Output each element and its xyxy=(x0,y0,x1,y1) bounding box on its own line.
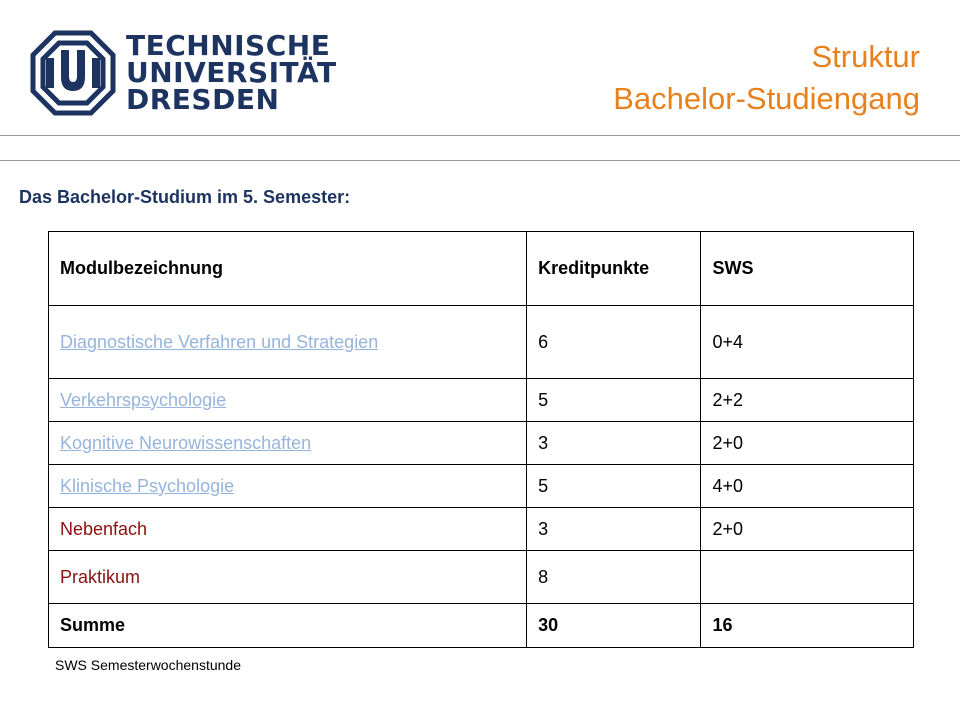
sum-label-cell: Summe xyxy=(49,604,527,648)
logo-line-2: UNIVERSITÄT xyxy=(126,56,337,89)
credits-cell: 8 xyxy=(527,551,701,604)
credits-cell: 6 xyxy=(527,306,701,379)
sws-cell: 0+4 xyxy=(701,306,914,379)
module-table xyxy=(48,231,914,648)
section-subtitle: Das Bachelor-Studium im 5. Semester: xyxy=(19,187,351,207)
module-link-diagnostische-verfahren[interactable]: Diagnostische Verfahren und Strategien xyxy=(60,331,379,352)
tu-dresden-logo xyxy=(30,29,337,120)
credits-cell: 5 xyxy=(527,465,701,508)
module-cell xyxy=(49,306,527,379)
header-credits: Kreditpunkte xyxy=(527,232,701,306)
logo-line-1: TECHNISCHE xyxy=(126,29,331,62)
table-sum-row xyxy=(49,604,914,648)
module-cell xyxy=(49,551,527,604)
module-cell xyxy=(49,465,527,508)
module-link-klinische-psychologie[interactable]: Klinische Psychologie xyxy=(60,475,235,496)
module-link-kognitive-neurowissenschaften[interactable]: Kognitive Neurowissenschaften xyxy=(60,432,312,453)
table-header-row xyxy=(49,232,914,306)
table-row xyxy=(49,306,914,379)
table-row xyxy=(49,551,914,604)
sws-cell: 2+0 xyxy=(701,508,914,551)
table-row xyxy=(49,508,914,551)
sum-sws-cell: 16 xyxy=(701,604,914,648)
sws-cell: 2+2 xyxy=(701,379,914,422)
credits-cell: 5 xyxy=(527,379,701,422)
table-row xyxy=(49,422,914,465)
sws-cell: 2+0 xyxy=(701,422,914,465)
header-module: Modulbezeichnung xyxy=(49,232,527,306)
slide-title-line-2: Bachelor-Studiengang xyxy=(613,81,920,116)
sws-cell: 4+0 xyxy=(701,465,914,508)
sum-credits-cell: 30 xyxy=(527,604,701,648)
credits-cell: 3 xyxy=(527,508,701,551)
slide-title-line-1: Struktur xyxy=(811,39,920,74)
tu-dresden-emblem-icon xyxy=(30,30,116,116)
table-row xyxy=(49,465,914,508)
module-cell xyxy=(49,379,527,422)
module-cell xyxy=(49,422,527,465)
header-sws: SWS xyxy=(701,232,914,306)
footnote: SWS Semesterwochenstunde xyxy=(55,657,241,673)
logo-line-3: DRESDEN xyxy=(126,83,280,116)
credits-cell: 3 xyxy=(527,422,701,465)
module-name-praktikum: Praktikum xyxy=(60,566,141,587)
slide-title xyxy=(613,36,920,120)
header-divider-top xyxy=(0,135,960,136)
table-row xyxy=(49,379,914,422)
sws-cell xyxy=(701,551,914,604)
header-divider-bottom xyxy=(0,160,960,161)
module-cell xyxy=(49,508,527,551)
module-link-verkehrspsychologie[interactable]: Verkehrspsychologie xyxy=(60,389,227,410)
module-name-nebenfach: Nebenfach xyxy=(60,518,148,539)
university-wordmark xyxy=(126,29,337,116)
